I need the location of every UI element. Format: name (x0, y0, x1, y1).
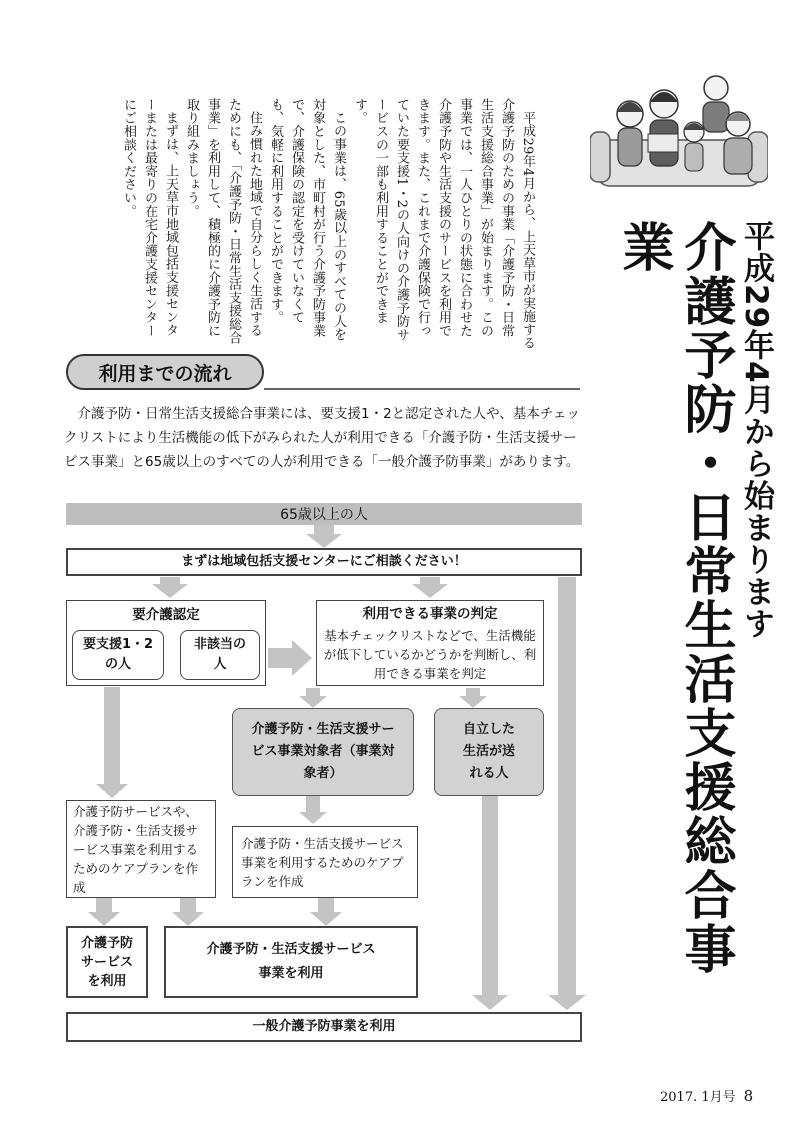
issue-label: 2017. 1月号 (660, 1090, 736, 1105)
use-support-box (164, 926, 418, 998)
not-applicable-text: 非該当の人 (193, 637, 246, 672)
careplan-left-text: 介護予防サービスや、介護予防・生活支援サービス事業を利用するためのケアプランを作成 (73, 803, 199, 895)
flow-arrow (299, 796, 327, 824)
intro-paragraph: この事業は、65歳以上のすべての人を対象とした、市町村が行う介護予防事業で、介護保険の認定を受けていなくても、気軽に利用することができます。 (268, 98, 346, 341)
flow-arrow (306, 525, 342, 548)
consult-box (66, 548, 582, 576)
flow-arrow (152, 577, 188, 598)
use-support-text: 介護予防・生活支援サービス事業を利用 (206, 942, 376, 981)
support-level-text: 要支援1・2の人 (82, 637, 154, 672)
page-footer (660, 1086, 753, 1105)
page-number: 8 (743, 1087, 754, 1105)
consult-text: まずは地域包括支援センターにご相談ください！ (181, 554, 467, 569)
support-level-box (72, 630, 164, 680)
flow-arrow (459, 688, 487, 708)
flow-arrow (299, 688, 327, 708)
independent-text: 自立した生活が送れる人 (462, 722, 515, 781)
independent-box (434, 708, 544, 796)
flow-arrow (96, 687, 128, 798)
judgement-body: 基本チェックリストなどで、生活機能が低下しているかどうかを判断し、利用できる事業を判定 (323, 627, 537, 681)
flow-arrow (412, 577, 448, 598)
target-person-text: 介護予防・生活支援サービス事業対象者（事業対象者） (251, 722, 395, 781)
careplan-left-box (66, 800, 216, 898)
care-certification-title: 要介護認定 (132, 607, 200, 623)
flow-arrow (310, 898, 342, 926)
general-prevention-box (66, 1012, 582, 1042)
headline-subtitle: 平成29年4月から始まります (738, 220, 774, 640)
flow-start-bar: 65歳以上の人 (66, 503, 582, 525)
intro-paragraph: 住み慣れた地域で自分らしく生活するためにも、「介護予防・日常生活支援総合事業」を利用して、積極的に介護予防に取り組みましょう。 (184, 98, 262, 345)
judgement-box (316, 600, 544, 686)
use-service-text: 介護予防サービスを利用 (80, 935, 133, 989)
headline-title: 介護予防・日常生活支援総合事業 (613, 220, 735, 976)
flow-arrow (472, 796, 508, 1010)
target-person-box (232, 708, 414, 796)
careplan-mid-text: 介護予防・生活支援サービス事業を利用するためのケアプランを作成 (241, 835, 404, 889)
not-applicable-box (180, 630, 260, 680)
general-prevention-text: 一般介護予防事業を利用 (252, 1019, 396, 1034)
use-service-box (66, 926, 148, 998)
intro-paragraph: 平成29年4月から、上天草市が実施する介護予防のための事業「介護予防・日常生活支援総合事業」が始まります。この事業では、一人ひとりの状態に合わせた介護予防や生活支援のサービスを利用できます。また、これまで介護保険で行っていた要支援1・2の人向けの介護予防サービスの一部も利用することができます。 (352, 98, 535, 350)
flow-arrow (172, 898, 204, 926)
section-description: 介護予防・日常生活支援総合事業には、要支援1・2と認定された人や、基本チェックリストにより生活機能の低下がみられた人が利用できる「介護予防・生活支援サービス事業」と65歳以上のすべての人が利用できる「一般介護予防事業」があります。 (64, 406, 581, 470)
judgement-title: 利用できる事業の判定 (362, 605, 498, 622)
intro-paragraph: まずは、上天草市地域包括支援センターまたは最寄りの在宅介護支援センターにご相談ください。 (121, 98, 178, 338)
section-label: 利用までの流れ (66, 354, 264, 390)
flow-arrow (88, 898, 120, 926)
flow-arrow (268, 640, 312, 676)
careplan-mid-box (232, 826, 418, 898)
flow-arrow (548, 577, 586, 1010)
